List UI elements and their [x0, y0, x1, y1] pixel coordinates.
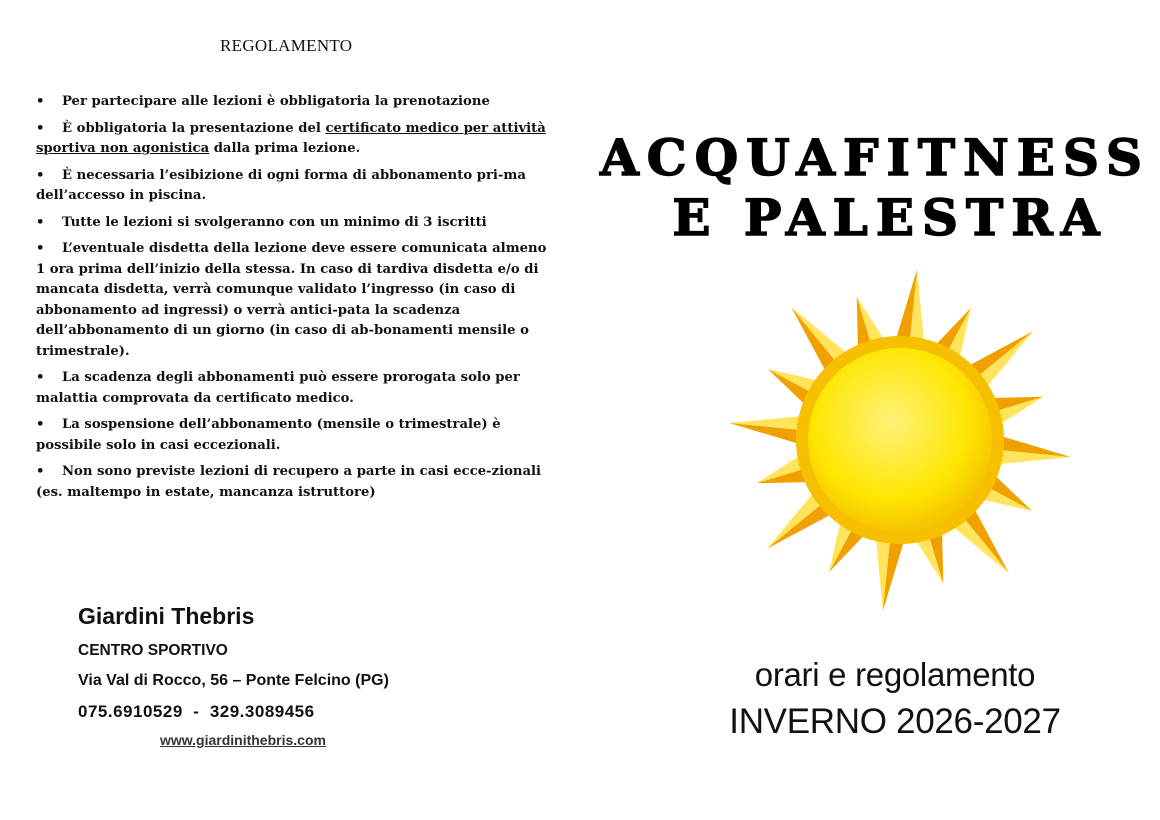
rule-text: È necessaria l’esibizione di ogni forma di abbonamento pri-ma dell’accesso in piscina.: [36, 167, 526, 203]
rule-underlined-text: certificato medico per attività sportiva non agonistica: [36, 120, 546, 156]
rule-text: Per partecipare alle lezioni è obbligatoria la prenotazione: [62, 94, 490, 109]
sun-core: [808, 348, 992, 532]
club-address: Via Val di Rocco, 56 – Ponte Felcino (PG): [78, 672, 389, 689]
club-website-link[interactable]: www.giardinithebris.com: [160, 732, 326, 748]
subtitle: [700, 656, 1090, 742]
headline-line-1: ACQUAFITNESS: [600, 128, 1151, 187]
rule-item: [36, 119, 551, 160]
club-phones: 075.6910529 - 329.3089456: [78, 702, 315, 721]
rule-text: L’eventuale disdetta della lezione deve essere comunicata almeno 1 ora prima dell’inizio della stessa. In caso di tardiva disdetta e/o di mancata disdetta, verrà comunque validato l’ingresso (in caso di abbonamento ad ingressi) o verrà antici-pata la scadenza dell’abbonamento di un giorno (in caso di ab-bonamenti mensile o trimestrale).: [36, 241, 547, 359]
rule-item: [36, 462, 551, 503]
rule-item: [36, 92, 551, 113]
headline-line-2: E PALESTRA: [672, 188, 1108, 247]
bullet-icon: •: [36, 417, 45, 432]
bullet-icon: •: [36, 214, 45, 230]
bullet-icon: •: [36, 464, 45, 479]
rule-text: La sospensione dell’abbonamento (mensile o trimestrale) è possibile solo in casi eccezionali.: [36, 417, 501, 453]
rule-item: [36, 415, 551, 456]
sun-icon: [720, 262, 1080, 622]
bullet-icon: •: [36, 370, 45, 385]
club-info: [78, 603, 389, 748]
rule-item: [36, 368, 551, 409]
subtitle-line-1: orari e regolamento: [754, 656, 1036, 693]
club-name: Giardini Thebris: [78, 603, 255, 629]
rule-text: Tutte le lezioni si svolgeranno con un minimo di 3 iscritti: [62, 214, 487, 230]
rule-item: [36, 166, 551, 207]
rule-text: È obbligatoria la presentazione del: [62, 120, 326, 136]
rule-text: Non sono previste lezioni di recupero a parte in casi ecce-zionali (es. maltempo in estate, mancanza istruttore): [36, 464, 542, 500]
bullet-icon: •: [36, 94, 45, 109]
bullet-icon: •: [36, 120, 45, 136]
bullet-icon: •: [36, 167, 45, 183]
rules-list: [36, 92, 551, 509]
rule-text: dalla prima lezione.: [209, 141, 361, 156]
subtitle-line-2: INVERNO 2026-2027: [729, 702, 1061, 741]
rule-item: [36, 213, 551, 234]
rule-item: [36, 239, 551, 362]
headline: [600, 128, 1151, 248]
rule-text: La scadenza degli abbonamenti può essere prorogata solo per malattia comprovata da certificato medico.: [36, 370, 520, 406]
club-type: CENTRO SPORTIVO: [78, 642, 228, 659]
regolamento-title: REGOLAMENTO: [220, 36, 353, 55]
bullet-icon: •: [36, 241, 45, 256]
